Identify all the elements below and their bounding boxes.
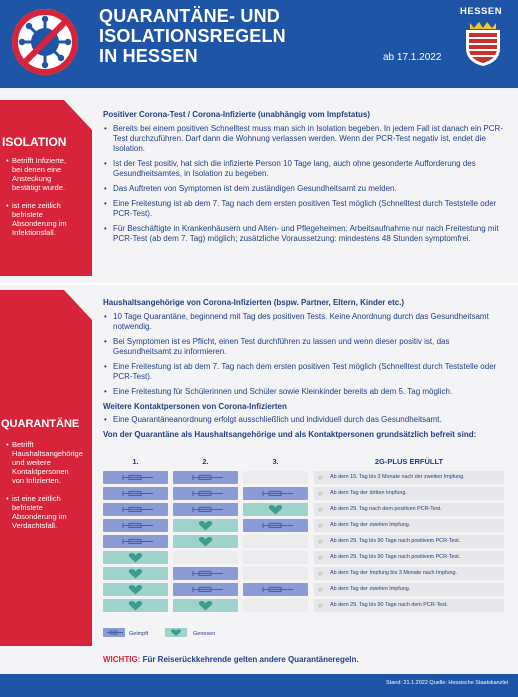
travel-warning: [103, 655, 359, 664]
chevron-right-icon: »: [318, 520, 324, 530]
syringe-icon: [103, 519, 168, 532]
hessen-crest-icon: [462, 20, 504, 68]
cell-vaccinated: [103, 535, 168, 548]
row-label-text: Ab dem 29. Tag bis 90 Tage nach positivem PCR-Test.: [330, 538, 461, 544]
table-row-label: [314, 503, 504, 516]
table-row-label: [314, 487, 504, 500]
chevron-right-icon: »: [318, 600, 324, 610]
heart-icon: [173, 535, 238, 548]
quarantine-section: [103, 298, 503, 440]
legend-recovered-swatch: [165, 628, 187, 637]
cell-vaccinated: [103, 471, 168, 484]
syringe-icon: [243, 519, 308, 532]
syringe-icon: [173, 503, 238, 516]
list-item: • Eine Freitestung für Schülerinnen und Schüler sowie Kleinkinder bereits ab dem 5. Tag möglich.: [103, 387, 503, 397]
syringe-icon: [173, 487, 238, 500]
table-row-label: [314, 567, 504, 580]
cell-recovered: [103, 583, 168, 596]
quarantine-heading: Haushaltsangehörige von Corona-Infizierten (bspw. Partner, Eltern, Kinder etc.): [103, 298, 405, 307]
quarantine-side-list: [6, 440, 83, 539]
table-row-label: [314, 551, 504, 564]
isolation-list: [103, 124, 503, 244]
cell-empty: [243, 551, 308, 564]
list-item: • Das Auftreten von Symptomen ist dem zuständigen Gesundheitsamt zu melden.: [103, 184, 503, 194]
side-list-item: • ist eine zeitlich befristete Absonderung im Verdachtsfall.: [6, 494, 76, 530]
warning-text: Für Reiserückkehrende gelten andere Quarantäneregeln.: [142, 655, 359, 664]
cell-vaccinated: [243, 519, 308, 532]
row-label-text: Ab dem Tag der zweiten Impfung.: [330, 586, 411, 592]
chevron-right-icon: »: [318, 584, 324, 594]
heart-icon: [165, 628, 187, 637]
chevron-right-icon: »: [318, 536, 324, 546]
list-item: • Ist der Test positiv, hat sich die infizierte Person 10 Tage lang, auch ohne gesonderte Aufforderung des Gesundheitsamtes, in Isolation zu begeben.: [103, 159, 503, 179]
valid-from-date: ab 17.1.2022: [383, 52, 442, 63]
syringe-icon: [103, 535, 168, 548]
cell-empty: [243, 535, 308, 548]
isolation-heading: Positiver Corona-Test / Corona-Infizierte (unabhängig vom Impfstatus): [103, 110, 370, 119]
isolation-side-list: [6, 156, 76, 246]
cell-vaccinated: [173, 503, 238, 516]
table-row-label: [314, 583, 504, 596]
cell-vaccinated: [243, 487, 308, 500]
column-header: 1.: [132, 457, 139, 466]
cell-vaccinated: [173, 583, 238, 596]
column-header: 2.: [202, 457, 209, 466]
isolation-side-title: ISOLATION: [2, 135, 67, 149]
syringe-icon: [173, 583, 238, 596]
heart-icon: [243, 503, 308, 516]
row-label-text: Ab dem 15. Tag bis 3 Monate nach der zweiten Impfung.: [330, 474, 465, 480]
exempt-heading: Von der Quarantäne als Haushaltsangehörige und als Kontaktpersonen grundsätzlich befreit sind:: [103, 430, 477, 439]
footer-source: Stand: 21.1.2022 Quelle: Hessische Staatskanzlei: [386, 680, 508, 686]
contacts-heading: Weitere Kontaktpersonen von Corona-Infizierten: [103, 402, 287, 411]
heart-icon: [103, 551, 168, 564]
cell-recovered: [103, 567, 168, 580]
syringe-icon: [103, 503, 168, 516]
side-list-item: • Betrifft Haushaltsangehörige und weitere Kontaktpersonen von Infizierten.: [6, 440, 76, 485]
cell-empty: [243, 599, 308, 612]
cell-recovered: [173, 519, 238, 532]
heart-icon: [103, 583, 168, 596]
heart-icon: [173, 599, 238, 612]
state-label: HESSEN: [460, 6, 503, 17]
table-row-label: [314, 535, 504, 548]
legend-recovered-label: Genesen: [193, 631, 216, 637]
column-header-2g-plus: 2G-PLUS ERFÜLLT: [374, 457, 444, 466]
heart-icon: [173, 519, 238, 532]
table-row-label: [314, 519, 504, 532]
cell-recovered: [103, 599, 168, 612]
list-item: • Bereits bei einem positiven Schnelltest muss man sich in Isolation begeben. In jedem Fall ist danach ein PCR-Test durchzuführen. Darf dann die Wohnung verlassen werden. Wenn der PCR-Test negativ ist, endet die Isolation.: [103, 124, 503, 154]
row-label-text: Ab dem Tag der dritten Impfung.: [330, 490, 407, 496]
isolation-section: [103, 110, 503, 249]
footer-bar: [0, 674, 518, 697]
list-item: • Eine Freitestung ist ab dem 7. Tag nach dem ersten positiven Test möglich (Schnelltest durch Teststelle oder PCR-Test).: [103, 199, 503, 219]
heart-icon: [103, 567, 168, 580]
list-item: • Eine Freitestung ist ab dem 7. Tag nach dem ersten positiven Test möglich (Schnelltest durch Teststelle oder PCR-Test).: [103, 362, 503, 382]
cell-recovered: [173, 535, 238, 548]
list-item: • Bei Symptomen ist es Pflicht, einen Test durchführen zu lassen und wenn dieser positiv ist, das Gesundheitsamt zu informieren.: [103, 337, 503, 357]
cell-vaccinated: [173, 567, 238, 580]
cell-vaccinated: [173, 471, 238, 484]
header-banner: [0, 0, 518, 88]
row-label-text: Ab dem Tag der zweiten Impfung.: [330, 522, 411, 528]
legend-vaccinated-label: Geimpft: [129, 631, 149, 637]
row-label-text: Ab dem Tag der Impfung bis 3 Monate nach Impfung.: [330, 570, 457, 576]
syringe-icon: [173, 471, 238, 484]
quarantine-side-title: QUARANTÄNE: [1, 418, 80, 430]
syringe-icon: [243, 487, 308, 500]
cell-vaccinated: [103, 487, 168, 500]
row-label-text: Ab dem 29. Tag bis 90 Tage nach positivem PCR-Test.: [330, 554, 461, 560]
syringe-icon: [173, 567, 238, 580]
cell-recovered: [243, 503, 308, 516]
chevron-right-icon: »: [318, 568, 324, 578]
quarantine-list: [103, 312, 503, 397]
row-label-text: Ab dem 29. Tag bis 90 Tage nach dem PCR-Test.: [330, 602, 448, 608]
table-row-label: [314, 471, 504, 484]
cell-vaccinated: [103, 519, 168, 532]
list-item: • Für Beschäftigte in Krankenhäusern und Alten- und Pflegeheimen: Arbeitsaufnahme nur nach Freitestung mit PCR-Test (ab dem 7. Tag) möglich; zusätzliche Voraussetzung: mindestens 48 Stunden symptomfrei.: [103, 224, 503, 244]
no-virus-logo-icon: [9, 6, 81, 78]
syringe-icon: [243, 583, 308, 596]
syringe-icon: [103, 487, 168, 500]
legend-vaccinated-swatch: [103, 628, 125, 637]
contacts-list: [103, 415, 503, 425]
side-list-item: • ist eine zeitlich befristete Absonderung im Infektionsfall.: [6, 201, 76, 237]
cell-vaccinated: [173, 487, 238, 500]
section-divider: [0, 283, 518, 285]
chevron-right-icon: »: [318, 488, 324, 498]
chevron-right-icon: »: [318, 552, 324, 562]
table-row-label: [314, 599, 504, 612]
chevron-right-icon: »: [318, 504, 324, 514]
cell-vaccinated: [243, 583, 308, 596]
cell-empty: [173, 551, 238, 564]
cell-vaccinated: [103, 503, 168, 516]
column-header: 3.: [272, 457, 279, 466]
cell-recovered: [103, 551, 168, 564]
list-item: • 10 Tage Quarantäne, beginnend mit Tag des positiven Tests. Keine Anordnung durch das Gesundheitsamt notwendig.: [103, 312, 503, 332]
cell-recovered: [173, 599, 238, 612]
chevron-right-icon: »: [318, 472, 324, 482]
syringe-icon: [103, 628, 125, 637]
cell-empty: [243, 471, 308, 484]
warning-label: WICHTIG:: [103, 655, 141, 664]
page-title: QUARANTÄNE- UND ISOLATIONSREGELN IN HESSEN: [99, 6, 286, 66]
row-label-text: Ab dem 29. Tag nach dem positiven PCR-Test.: [330, 506, 442, 512]
side-list-item: • Betrifft Infizierte, bei denen eine Ansteckung bestätigt wurde.: [6, 156, 76, 192]
cell-empty: [243, 567, 308, 580]
heart-icon: [103, 599, 168, 612]
syringe-icon: [103, 471, 168, 484]
list-item: • Eine Quarantäneanordnung erfolgt ausschließlich und individuell durch das Gesundheitsamt.: [103, 415, 503, 425]
